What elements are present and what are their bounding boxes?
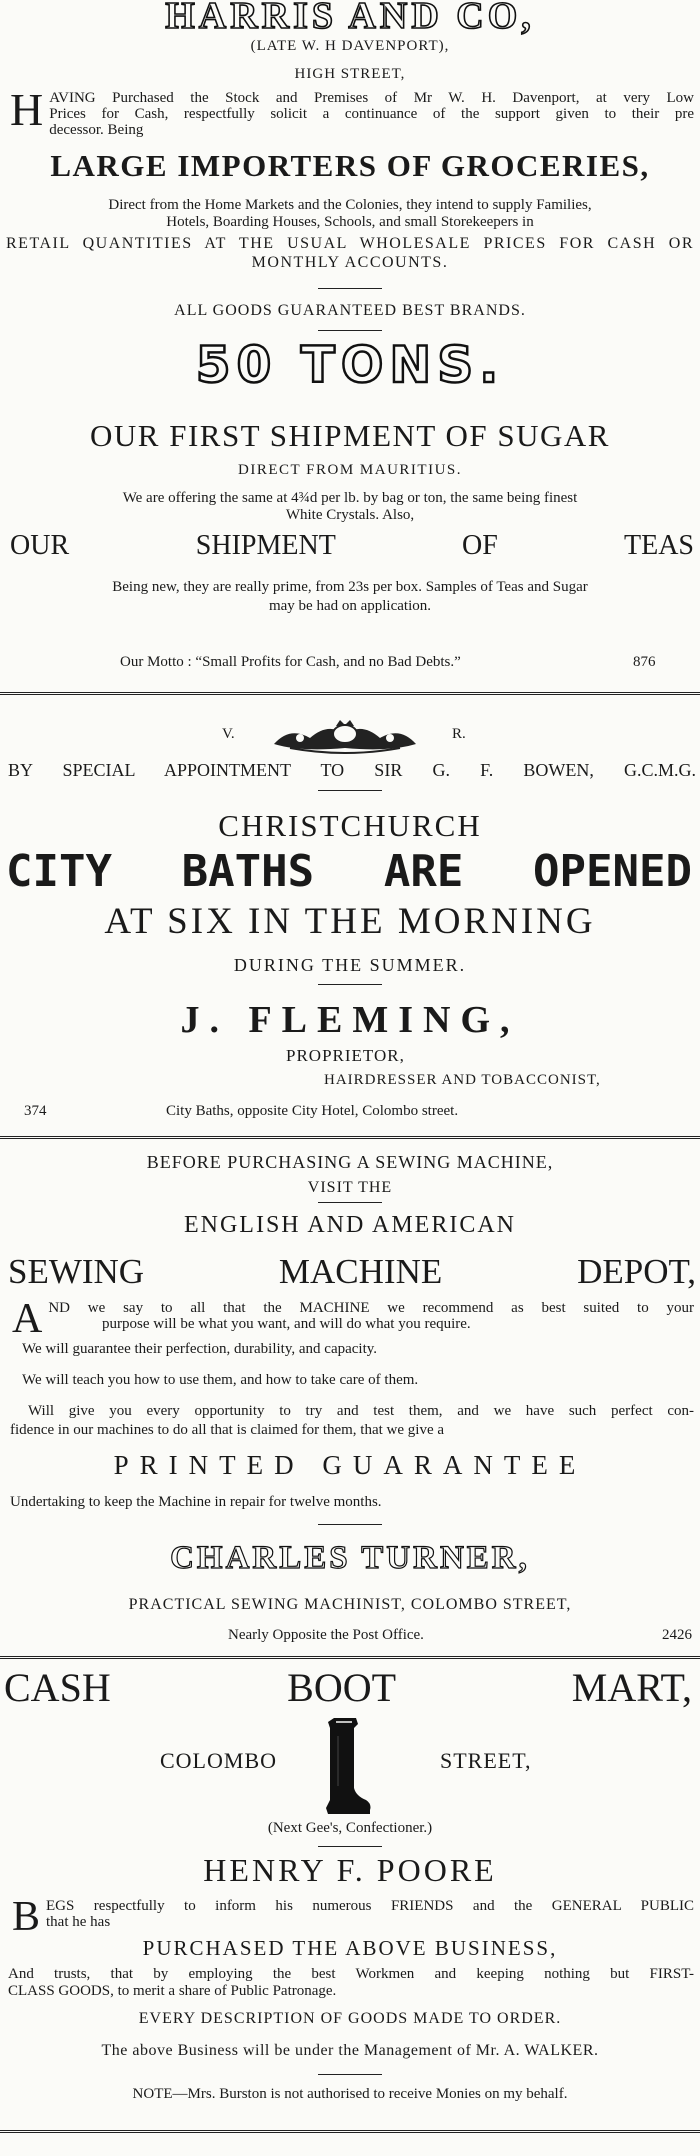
ad4-every: EVERY DESCRIPTION OF GOODS MADE TO ORDER. (138, 2010, 562, 2027)
ad1-teas: OUR SHIPMENT OF TEAS (10, 530, 694, 561)
ad2-fleming: J. FLEMING, (180, 999, 520, 1041)
ad3-nearly: Nearly Opposite the Post Office. (228, 1627, 424, 1643)
divider (318, 1524, 382, 1525)
ad2-city-baths: CITY BATHS ARE OPENED (6, 846, 692, 897)
ad3-before: BEFORE PURCHASING A SEWING MACHINE, (146, 1152, 554, 1172)
ad2-r: R. (452, 726, 466, 742)
ad3-number: 2426 (662, 1627, 692, 1643)
ad4-henry: HENRY F. POORE (203, 1852, 497, 1888)
royal-coat-of-arms-icon (270, 718, 420, 754)
ad3-visit: VISIT THE (307, 1179, 393, 1196)
ad3-guarantee-line: We will guarantee their perfection, durability, and capacity. (22, 1341, 378, 1357)
ad1-being-new: Being new, they are really prime, from 23s per box. Samples of Teas and Sugar may be had on application. (112, 579, 588, 614)
ad1-paragraph: H AVING Purchased the Stock and Premises of Mr W. H. Davenport, at very Low Prices for Cash, respectfully solicit a continuance of the support given to their pre decessor. Being (10, 84, 694, 138)
ad2-hairdresser: HAIRDRESSER AND TOBACCONIST, (324, 1072, 601, 1088)
ad2-summer: DURING THE SUMMER. (233, 955, 467, 975)
ad4-management: The above Business will be under the Management of Mr. A. WALKER. (101, 2042, 599, 2059)
ad-divider (0, 1136, 700, 1139)
dropcap-a: A (12, 1296, 43, 1342)
divider (318, 2074, 382, 2075)
ad1-sugar: OUR FIRST SHIPMENT OF SUGAR (90, 418, 610, 453)
ad3-practical: PRACTICAL SEWING MACHINIST, COLOMBO STREET, (128, 1596, 572, 1613)
ad-divider (0, 2130, 700, 2133)
ad3-opportunity: Will give you every opportunity to try and test them, and we have such perfect con- fidence in our machines to do all that is claimed for them, that we give a (10, 1403, 694, 1438)
ad4-paragraph: B EGS respectfully to inform his numerous FRIENDS and the GENERAL PUBLIC that he has (12, 1894, 694, 1940)
ad-divider (0, 692, 700, 695)
ad4-note: NOTE—Mrs. Burston is not authorised to receive Monies on my behalf. (132, 2086, 568, 2102)
ad4-street: STREET, (440, 1748, 532, 1773)
ad-divider (0, 1656, 700, 1659)
ad2-appointment: BY SPECIAL APPOINTMENT TO SIR G. F. BOWEN, G.C.M.G. (8, 760, 696, 780)
ad4-next: (Next Gee's, Confectioner.) (267, 1820, 433, 1836)
divider (318, 984, 382, 985)
divider (318, 1846, 382, 1847)
ad3-english: ENGLISH AND AMERICAN (183, 1212, 516, 1238)
ad3-turner: CHARLES TURNER, (170, 1540, 530, 1576)
ad2-address: City Baths, opposite City Hotel, Colombo street. (166, 1103, 459, 1119)
ad1-retail: RETAIL QUANTITIES AT THE USUAL WHOLESALE PRICES FOR CASH OR MONTHLY ACCOUNTS. (6, 235, 694, 271)
ad1-large-importers: LARGE IMPORTERS OF GROCERIES, (50, 148, 650, 183)
ad4-purchased: PURCHASED THE ABOVE BUSINESS, (142, 1936, 558, 1960)
boot-icon (318, 1716, 372, 1816)
ad1-motto: Our Motto : “Small Profits for Cash, and no Bad Debts.” (120, 654, 461, 670)
ad1-title: HARRIS AND CO, (165, 0, 535, 37)
ad3-paragraph: A ND we say to all that the MACHINE we recommend as best suited to your purpose will be what you want, and will do what you require. (12, 1296, 694, 1342)
ad1-offering: We are offering the same at 4¾d per lb. by bag or ton, the same being finest White Crystals. Also, (122, 490, 578, 523)
dropcap-h: H (10, 84, 44, 135)
ad2-number: 374 (24, 1103, 47, 1119)
ad3-teach-line: We will teach you how to use them, and how to take care of them. (22, 1372, 419, 1388)
ad2-proprietor: PROPRIETOR, (286, 1046, 405, 1065)
dropcap-b: B (12, 1894, 41, 1940)
divider (318, 790, 382, 791)
ad2-v: V. (222, 726, 235, 742)
divider (318, 1202, 382, 1203)
divider (318, 330, 382, 331)
ad1-tons: 50 TONS. (195, 336, 505, 394)
ad4-colombo: COLOMBO (160, 1748, 278, 1773)
ad1-mauritius: DIRECT FROM MAURITIUS. (238, 462, 462, 478)
ad4-cash-boot: CASH BOOT MART, (4, 1665, 692, 1710)
ad3-depot: SEWING MACHINE DEPOT, (8, 1252, 696, 1291)
ad1-direct: Direct from the Home Markets and the Colonies, they intend to supply Families, Hotels, Boarding Houses, Schools, and small Storekeepers in (108, 197, 592, 230)
ad2-christchurch: CHRISTCHURCH (218, 808, 482, 843)
ad3-undertaking: Undertaking to keep the Machine in repair for twelve months. (10, 1494, 382, 1510)
divider (318, 288, 382, 289)
ad1-late: (LATE W. H DAVENPORT), (250, 38, 450, 54)
ad2-at-six: AT SIX IN THE MORNING (104, 901, 596, 942)
ad4-trusts: And trusts, that by employing the best Workmen and keeping nothing but FIRST- CLASS GOODS, to merit a share of Public Patronage. (8, 1966, 694, 1999)
ad1-number: 876 (633, 654, 656, 670)
ad1-guaranteed: ALL GOODS GUARANTEED BEST BRANDS. (174, 302, 526, 319)
ad3-printed: PRINTED GUARANTEE (113, 1450, 587, 1480)
ad1-street: HIGH STREET, (294, 66, 406, 82)
